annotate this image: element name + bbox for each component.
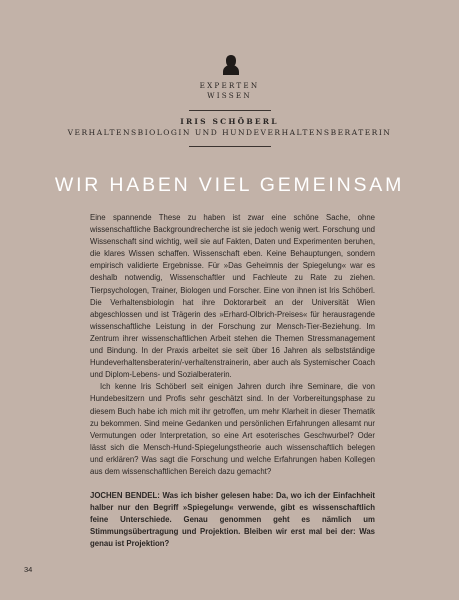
section-label-secondary: WISSEN — [207, 91, 252, 100]
divider-bottom — [189, 146, 271, 147]
page-number: 34 — [24, 565, 33, 574]
divider-top — [189, 110, 271, 111]
body-text — [90, 212, 375, 551]
section-label: EXPERTEN — [199, 81, 260, 90]
paragraph-second: Ich kenne Iris Schöberl seit einigen Jahren durch ihre Seminare, die von Hundebesitzern und Profis sehr geschätzt sind. In der Vorbereitungsphase zu diesem Buch habe ich mich mit ihr getroffen, um mehr Klarheit in dieser Thematik zu bekommen. Sind meine Gedanken und persönlichen Erfahrungen allesamt nur Vermutungen oder Interpretation, so eine Art esoterisches Geschwurbel? Oder lässt sich die Mensch-Hund-Spiegelungstheorie auch wissenschaftlich belegen und erklären? Was sagt die Forschung und welche Erfahrungen haben Kollegen aus dem wissenschaftlichen Bereich dazu gemacht? — [90, 382, 375, 476]
author-role: VERHALTENSBIOLOGIN UND HUNDEVERHALTENSBERATERIN — [67, 128, 392, 137]
paragraph-intro: Eine spannende These zu haben ist zwar eine schöne Sache, ohne wissenschaftliche Backgroundrecherche ist sie jedoch wenig wert. Forschung und Wissenschaft sind wichtig, weil sie auf Fakten, Daten und Experimenten beruhen, die klares Wissen schaffen. Wissenschaft eben. Keine Behauptungen, sondern empirisch validierte Ergebnisse. Für »Das Geheimnis der Spiegelung« war es deshalb notwendig, Wissenschaftler und Fachleute zu Rate zu ziehen. Tierpsychologen, Trainer, Biologen und Forscher. Eine von ihnen ist Iris Schöberl. Die Verhaltensbiologin hat ihre Doktorarbeit an der Universität Wien abgeschlossen und ist Trägerin des »Erhard-Olbrich-Preises« für herausragende wissenschaftliche Leistung in der Forschung zur Mensch-Tier-Beziehung. Im Zentrum ihrer wissenschaftlichen Arbeit stehen die Themen Stressmanagement und Bindung. In der Praxis arbeitet sie seit über 16 Jahren als selbstständige Hundeverhaltensberaterin/-verhaltenstrainerin, aber auch als Systemischer Coach und Diplom-Lebens- und Sozialberaterin. — [90, 213, 375, 380]
interview-question: JOCHEN BENDEL: Was ich bisher gelesen habe: Da, wo ich der Einfachheit halber nur den Begriff »Spiegelung« verwende, gibt es wissenschaftlich feine Unterschiede. Genau genommen geht es nämlich um Stimmungsübertragung und Projektion. Bleiben wir erst mal bei der: Was genau ist Projektion? — [90, 491, 375, 549]
person-silhouette-icon — [221, 54, 241, 76]
author-name: IRIS SCHÖBERL — [180, 117, 279, 126]
chapter-headline: WIR HABEN VIEL GEMEINSAM — [54, 174, 405, 196]
